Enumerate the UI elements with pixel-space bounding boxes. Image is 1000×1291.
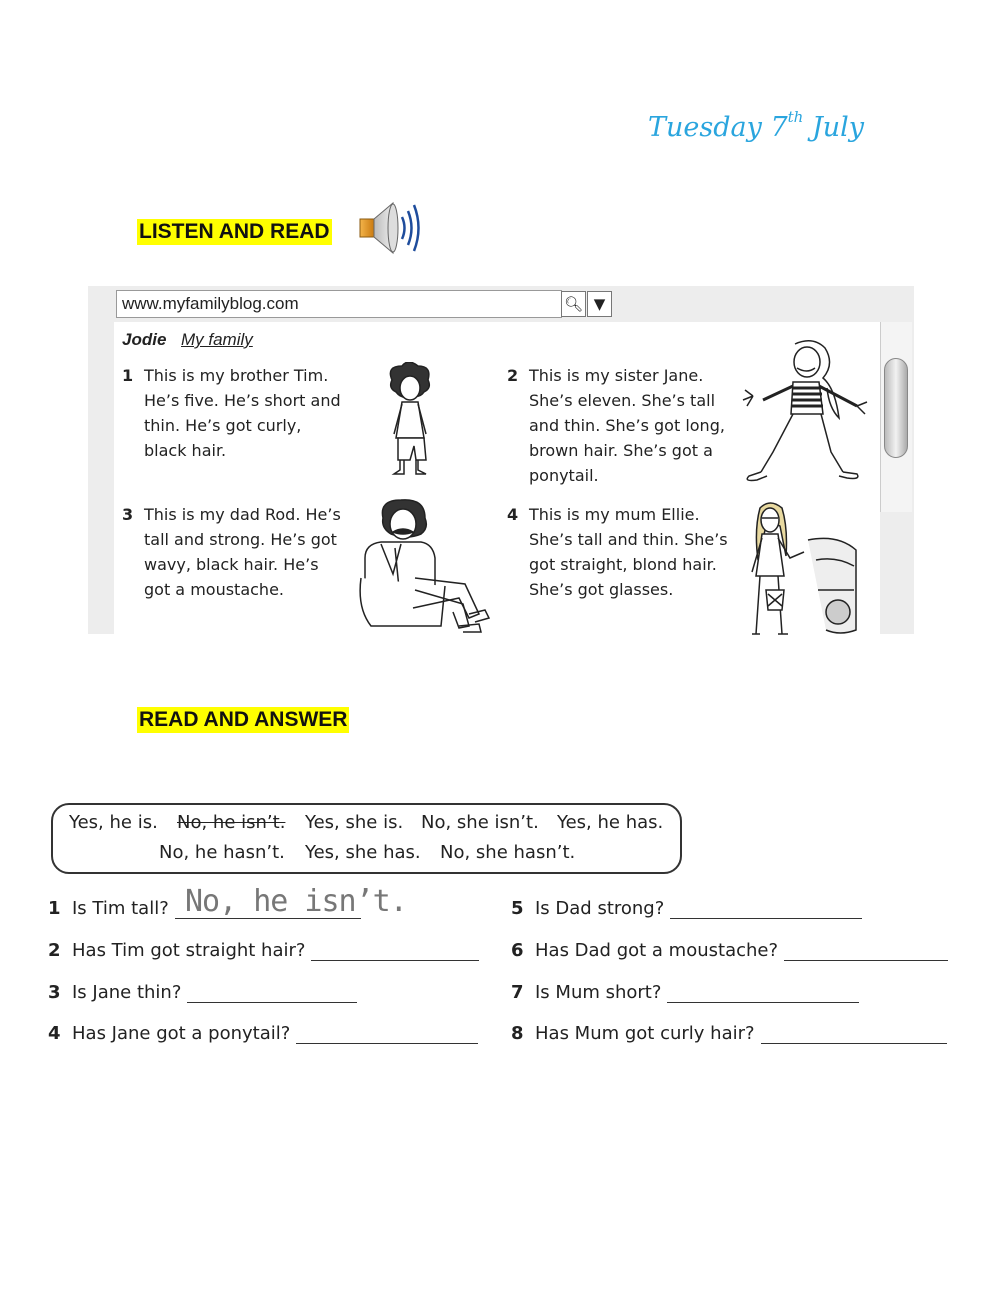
entry-line: tall and strong. He’s got (144, 530, 337, 549)
listen-and-read-heading: LISTEN AND READ (139, 220, 330, 243)
entry-line: and thin. She’s got long, (529, 416, 725, 435)
question-text: Is Jane thin? (72, 982, 182, 1003)
question-row (511, 982, 859, 1003)
question-row (511, 940, 948, 961)
entry-line: This is my dad Rod. He’s (144, 505, 341, 524)
question-text: Has Jane got a ponytail? (72, 1023, 291, 1044)
triangle-down-icon[interactable]: ▼ (587, 291, 612, 317)
entry-line: This is my brother Tim. (144, 366, 329, 385)
question-number: 7 (511, 982, 524, 1003)
entry-number: 4 (507, 505, 519, 524)
question-text: Is Dad strong? (535, 898, 665, 919)
mum-illustration (738, 500, 858, 642)
answer-line[interactable] (784, 941, 948, 961)
answer-line[interactable] (670, 899, 862, 919)
date-day: Tuesday 7 (648, 112, 788, 143)
answer-option: No, he hasn’t. (159, 842, 285, 863)
entry-number: 1 (122, 366, 134, 385)
question-row (48, 982, 357, 1003)
entry-line: This is my mum Ellie. (529, 505, 700, 524)
magnifier-icon[interactable]: 🔍︎ (561, 291, 586, 317)
entry-line: ponytail. (529, 466, 599, 485)
entry-line: got straight, blond hair. (529, 555, 717, 574)
question-row (48, 940, 479, 961)
tim-illustration (372, 362, 450, 480)
answer-option: Yes, he is. (69, 812, 158, 833)
question-text: Is Mum short? (535, 982, 662, 1003)
answer-option: Yes, he has. (557, 812, 664, 833)
entry-line: thin. He’s got curly, (144, 416, 302, 435)
answer-line[interactable] (667, 983, 859, 1003)
question-number: 4 (48, 1023, 61, 1044)
blog-author: Jodie (122, 330, 167, 349)
answer-option-used: No, he isn’t. (177, 812, 286, 833)
scrollbar-thumb[interactable] (884, 358, 908, 458)
question-number: 1 (48, 898, 61, 919)
answer-line[interactable] (296, 1024, 478, 1044)
answer-option: No, she isn’t. (421, 812, 539, 833)
entry-line: wavy, black hair. He’s (144, 555, 319, 574)
answer-text[interactable]: No, he isn’t. (185, 884, 407, 919)
question-number: 2 (48, 940, 61, 961)
entry-line: She’s tall and thin. She’s (529, 530, 728, 549)
answer-line[interactable] (761, 1024, 947, 1044)
answer-line[interactable] (187, 983, 357, 1003)
question-number: 8 (511, 1023, 524, 1044)
answer-option: No, she hasn’t. (440, 842, 576, 863)
question-row (511, 1023, 947, 1044)
question-text: Has Mum got curly hair? (535, 1023, 755, 1044)
url-bar[interactable]: www.myfamilyblog.com (116, 290, 562, 318)
jane-illustration (735, 338, 870, 488)
dad-illustration (355, 498, 495, 636)
answer-line[interactable] (311, 941, 479, 961)
speaker-icon[interactable] (355, 199, 425, 257)
question-number: 3 (48, 982, 61, 1003)
question-row (511, 898, 862, 919)
question-text: Is Tim tall? (72, 898, 169, 919)
blog-title: My family (181, 330, 253, 349)
question-row (48, 1023, 478, 1044)
answer-option: Yes, she is. (305, 812, 404, 833)
entry-line: black hair. (144, 441, 227, 460)
entry-number: 2 (507, 366, 519, 385)
question-number: 5 (511, 898, 524, 919)
question-number: 6 (511, 940, 524, 961)
entry-line: She’s eleven. She’s tall (529, 391, 716, 410)
entry-line: She’s got glasses. (529, 580, 674, 599)
date-heading (648, 108, 865, 143)
entry-line: This is my sister Jane. (529, 366, 704, 385)
entry-line: got a moustache. (144, 580, 284, 599)
question-text: Has Tim got straight hair? (72, 940, 306, 961)
answer-option: Yes, she has. (305, 842, 421, 863)
date-month: July (811, 112, 865, 143)
entry-line: He’s five. He’s short and (144, 391, 341, 410)
question-text: Has Dad got a moustache? (535, 940, 779, 961)
entry-line: brown hair. She’s got a (529, 441, 713, 460)
date-suffix: th (787, 108, 804, 126)
read-and-answer-heading: READ AND ANSWER (139, 708, 348, 731)
entry-number: 3 (122, 505, 134, 524)
